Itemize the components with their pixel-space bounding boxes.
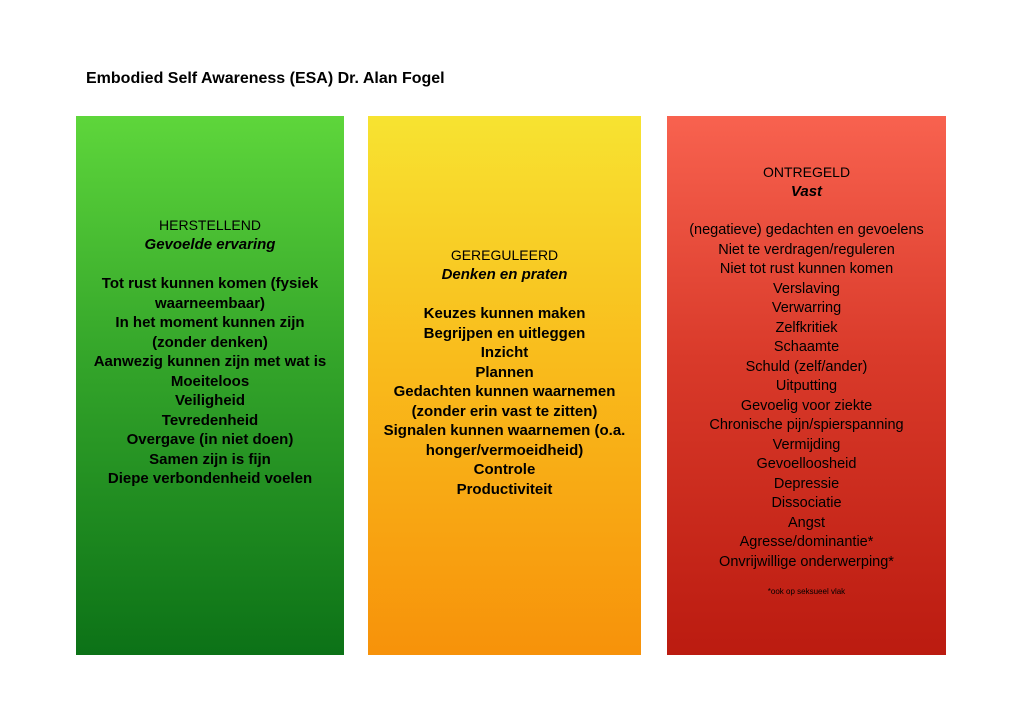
- page-title: Embodied Self Awareness (ESA) Dr. Alan Fogel: [86, 70, 445, 87]
- list-item: Angst: [787, 514, 826, 531]
- herstellend-panel: [76, 116, 344, 655]
- herstellend-heading: HERSTELLEND: [159, 217, 261, 233]
- list-item: Gevoelig voor ziekte: [740, 397, 873, 414]
- list-item: In het moment kunnen zijn (zonder denken): [115, 314, 305, 351]
- list-item: Begrijpen en uitleggen: [423, 324, 586, 342]
- gereguleerd-panel: [368, 116, 641, 655]
- list-item: Gevoelloosheid: [756, 456, 857, 472]
- list-item: Verslaving: [773, 280, 840, 297]
- list-item: Uitputting: [775, 378, 838, 394]
- ontregeld-subheading: Vast: [790, 183, 823, 200]
- list-item: Plannen: [475, 363, 534, 381]
- list-item: Signalen kunnen waarnemen (o.a. honger/vermoeidheid): [383, 422, 626, 459]
- list-item: Onvrijwillige onderwerping*: [719, 553, 894, 570]
- ontregeld-heading: ONTREGELD: [762, 164, 851, 180]
- list-item: Gedachten kunnen waarnemen (zonder erin vast te zitten): [393, 383, 616, 420]
- list-item: Schaamte: [773, 339, 840, 355]
- list-item: Moeiteloos: [170, 372, 250, 390]
- list-item: Samen zijn is fijn: [149, 450, 271, 468]
- list-item: Zelfkritiek: [775, 319, 838, 336]
- list-item: Niet tot rust kunnen komen: [719, 261, 894, 277]
- list-item: (negatieve) gedachten en gevoelens: [689, 222, 924, 238]
- list-item: Chronische pijn/spierspanning: [709, 417, 904, 433]
- ontregeld-panel: [667, 116, 946, 655]
- list-item: Overgave (in niet doen): [126, 431, 294, 448]
- list-item: Inzicht: [480, 344, 529, 361]
- list-item: Vermijding: [772, 436, 841, 453]
- list-item: Dissociatie: [771, 495, 842, 511]
- gereguleerd-heading: GEREGULEERD: [450, 247, 559, 263]
- list-item: Diepe verbondenheid voelen: [107, 470, 313, 487]
- list-item: Schuld (zelf/ander): [745, 358, 868, 375]
- list-item: Controle: [473, 461, 536, 478]
- list-item: Depressie: [773, 475, 840, 492]
- list-item: Niet te verdragen/reguleren: [718, 241, 895, 258]
- herstellend-subheading: Gevoelde ervaring: [144, 236, 276, 253]
- list-item: Productiviteit: [456, 480, 553, 498]
- footnote: *ook op seksueel vlak: [767, 587, 846, 596]
- gereguleerd-subheading: Denken en praten: [441, 266, 568, 283]
- list-item: Keuzes kunnen maken: [423, 305, 586, 322]
- list-item: Aanwezig kunnen zijn met wat is: [93, 353, 327, 370]
- list-item: Tevredenheid: [161, 411, 259, 429]
- list-item: Veiligheid: [174, 392, 246, 409]
- list-item: Verwarring: [771, 300, 842, 316]
- list-item: Tot rust kunnen komen (fysiek waarneembaar): [101, 275, 319, 312]
- list-item: Agresse/dominantie*: [739, 534, 874, 550]
